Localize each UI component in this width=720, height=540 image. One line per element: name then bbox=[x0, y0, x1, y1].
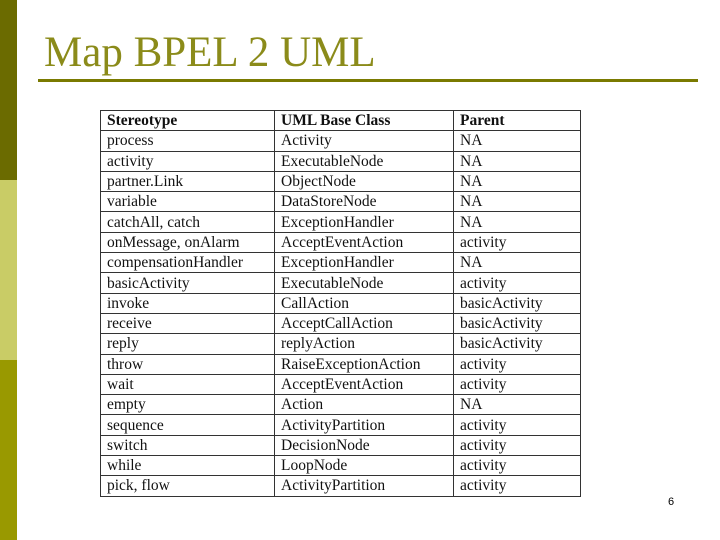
cell-stereotype: partner.Link bbox=[101, 171, 275, 191]
header-parent: Parent bbox=[454, 111, 581, 131]
table-row bbox=[101, 151, 581, 171]
accent-bar-top bbox=[0, 0, 17, 180]
cell-parent: activity bbox=[454, 374, 581, 394]
cell-stereotype: receive bbox=[101, 313, 275, 333]
cell-parent: activity bbox=[454, 232, 581, 252]
cell-uml-base-class: Activity bbox=[275, 131, 454, 151]
cell-parent: activity bbox=[454, 354, 581, 374]
cell-uml-base-class: ExceptionHandler bbox=[275, 212, 454, 232]
cell-parent: NA bbox=[454, 212, 581, 232]
table-body bbox=[101, 131, 581, 496]
cell-uml-base-class: AcceptEventAction bbox=[275, 374, 454, 394]
table-row bbox=[101, 273, 581, 293]
header-uml-base-class: UML Base Class bbox=[275, 111, 454, 131]
cell-uml-base-class: DecisionNode bbox=[275, 435, 454, 455]
accent-bar-bottom bbox=[0, 360, 17, 540]
table-row bbox=[101, 476, 581, 496]
table-header-row bbox=[101, 111, 581, 131]
title-underline bbox=[38, 79, 698, 82]
cell-uml-base-class: ExecutableNode bbox=[275, 151, 454, 171]
table-row bbox=[101, 415, 581, 435]
table-row bbox=[101, 313, 581, 333]
cell-stereotype: catchAll, catch bbox=[101, 212, 275, 232]
slide-title: Map BPEL 2 UML bbox=[44, 29, 376, 76]
cell-stereotype: onMessage, onAlarm bbox=[101, 232, 275, 252]
cell-stereotype: wait bbox=[101, 374, 275, 394]
cell-uml-base-class: ExceptionHandler bbox=[275, 253, 454, 273]
cell-uml-base-class: ObjectNode bbox=[275, 171, 454, 191]
cell-uml-base-class: Action bbox=[275, 395, 454, 415]
cell-uml-base-class: ActivityPartition bbox=[275, 476, 454, 496]
cell-uml-base-class: ActivityPartition bbox=[275, 415, 454, 435]
cell-uml-base-class: AcceptEventAction bbox=[275, 232, 454, 252]
table-row bbox=[101, 131, 581, 151]
cell-parent: NA bbox=[454, 253, 581, 273]
table-row bbox=[101, 354, 581, 374]
cell-parent: NA bbox=[454, 131, 581, 151]
cell-stereotype: process bbox=[101, 131, 275, 151]
cell-parent: NA bbox=[454, 192, 581, 212]
cell-stereotype: pick, flow bbox=[101, 476, 275, 496]
cell-uml-base-class: AcceptCallAction bbox=[275, 313, 454, 333]
cell-stereotype: basicActivity bbox=[101, 273, 275, 293]
cell-uml-base-class: CallAction bbox=[275, 293, 454, 313]
table-row bbox=[101, 232, 581, 252]
cell-stereotype: variable bbox=[101, 192, 275, 212]
cell-parent: basicActivity bbox=[454, 293, 581, 313]
cell-parent: activity bbox=[454, 415, 581, 435]
mapping-table bbox=[100, 110, 581, 497]
cell-parent: basicActivity bbox=[454, 313, 581, 333]
cell-parent: activity bbox=[454, 456, 581, 476]
table-row bbox=[101, 334, 581, 354]
table-row bbox=[101, 435, 581, 455]
table-row bbox=[101, 192, 581, 212]
cell-parent: activity bbox=[454, 273, 581, 293]
page-number: 6 bbox=[668, 496, 675, 508]
cell-parent: activity bbox=[454, 476, 581, 496]
cell-stereotype: while bbox=[101, 456, 275, 476]
table-row bbox=[101, 212, 581, 232]
cell-uml-base-class: ExecutableNode bbox=[275, 273, 454, 293]
cell-stereotype: switch bbox=[101, 435, 275, 455]
table-row bbox=[101, 171, 581, 191]
cell-parent: basicActivity bbox=[454, 334, 581, 354]
cell-stereotype: throw bbox=[101, 354, 275, 374]
cell-stereotype: compensationHandler bbox=[101, 253, 275, 273]
table-row bbox=[101, 395, 581, 415]
cell-uml-base-class: replyAction bbox=[275, 334, 454, 354]
cell-stereotype: reply bbox=[101, 334, 275, 354]
cell-uml-base-class: LoopNode bbox=[275, 456, 454, 476]
cell-parent: activity bbox=[454, 435, 581, 455]
table-row bbox=[101, 456, 581, 476]
cell-stereotype: sequence bbox=[101, 415, 275, 435]
header-stereotype: Stereotype bbox=[101, 111, 275, 131]
cell-parent: NA bbox=[454, 171, 581, 191]
cell-uml-base-class: DataStoreNode bbox=[275, 192, 454, 212]
table-row bbox=[101, 253, 581, 273]
cell-parent: NA bbox=[454, 151, 581, 171]
accent-bar-middle bbox=[0, 180, 17, 360]
cell-stereotype: invoke bbox=[101, 293, 275, 313]
cell-parent: NA bbox=[454, 395, 581, 415]
cell-uml-base-class: RaiseExceptionAction bbox=[275, 354, 454, 374]
table-row bbox=[101, 374, 581, 394]
cell-stereotype: empty bbox=[101, 395, 275, 415]
cell-stereotype: activity bbox=[101, 151, 275, 171]
table-row bbox=[101, 293, 581, 313]
